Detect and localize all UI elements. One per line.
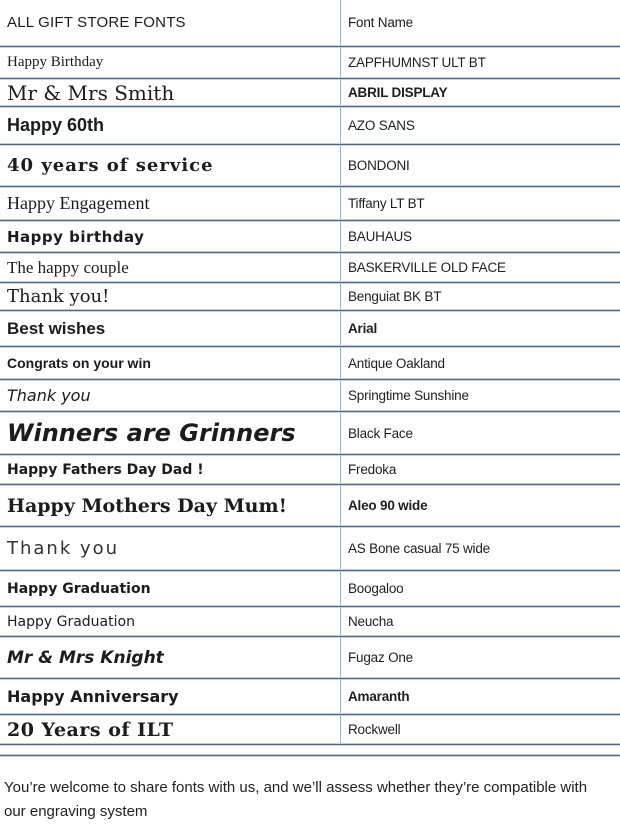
font-name-cell: BONDONI (340, 146, 620, 185)
table-row (0, 381, 620, 410)
table-row (0, 716, 620, 743)
font-sample-cell: Thank you! (7, 286, 110, 307)
font-name-cell: Tiffany LT BT (340, 188, 620, 219)
table-row (0, 222, 620, 251)
font-sample-cell: Happy Anniversary (7, 687, 179, 706)
font-name-cell: Boogaloo (340, 572, 620, 605)
font-sample-cell: Winners are Grinners (7, 419, 296, 447)
font-sample-cell: Best wishes (7, 318, 106, 338)
table-empty-row (0, 746, 620, 754)
font-sample-cell: Happy Graduation (7, 613, 135, 630)
font-sample-cell: Happy Fathers Day Dad ! (7, 461, 204, 478)
table-row (0, 528, 620, 569)
font-sample-cell: The happy couple (7, 257, 129, 277)
font-sample-cell: 20 Years of ILT (7, 718, 174, 741)
table-row (0, 456, 620, 483)
table-header-samples: ALL GIFT STORE FONTS (7, 14, 186, 31)
font-sample-cell: 40 years of service (7, 155, 214, 176)
table-bottom-border (0, 754, 620, 757)
font-name-cell: Amaranth (340, 680, 620, 713)
footer-note: You’re welcome to share fonts with us, and we’ll assess whether they’re compatible with our engraving system (4, 779, 588, 820)
font-name-cell: Rockwell (340, 716, 620, 743)
font-name-cell: Benguiat BK BT (340, 284, 620, 309)
table-row (0, 254, 620, 281)
table-row (0, 348, 620, 378)
table-header-row (0, 0, 620, 45)
table-row (0, 48, 620, 77)
font-sample-cell: Happy Engagement (7, 193, 150, 213)
font-name-cell: Springtime Sunshine (340, 381, 620, 410)
font-sample-cell: Happy 60th (7, 115, 105, 135)
font-name-cell: BASKERVILLE OLD FACE (340, 254, 620, 281)
font-sample-cell: Happy Graduation (7, 580, 151, 597)
table-body (0, 48, 620, 746)
font-name-cell: ZAPFHUMNST ULT BT (340, 48, 620, 77)
table-row (0, 638, 620, 677)
font-name-cell: ABRIL DISPLAY (340, 80, 620, 105)
table-row (0, 413, 620, 453)
table-row (0, 608, 620, 635)
font-name-cell: Black Face (340, 413, 620, 453)
table-row (0, 80, 620, 105)
font-sample-cell: Happy Birthday (7, 54, 104, 70)
font-sample-cell: Mr & Mrs Smith (7, 80, 175, 105)
font-name-cell: Aleo 90 wide (340, 486, 620, 525)
table-row (0, 486, 620, 525)
table-header-font-name: Font Name (340, 0, 620, 45)
font-name-cell: Neucha (340, 608, 620, 635)
font-name-cell: AS Bone casual 75 wide (340, 528, 620, 569)
font-name-cell: Antique Oakland (340, 348, 620, 378)
font-name-cell: BAUHAUS (340, 222, 620, 251)
font-name-cell: Arial (340, 312, 620, 345)
font-sample-cell: Thank you (7, 538, 120, 559)
table-row (0, 284, 620, 309)
font-sample-cell: Thank you (7, 386, 91, 405)
font-sample-cell: Congrats on your win (7, 355, 151, 371)
font-sample-cell: Happy Mothers Day Mum! (7, 494, 287, 517)
font-sample-cell: Mr & Mrs Knight (7, 647, 164, 668)
table-row (0, 572, 620, 605)
table-row (0, 188, 620, 219)
table-row (0, 146, 620, 185)
font-sample-cell: Happy birthday (7, 227, 145, 246)
font-name-cell: AZO SANS (340, 108, 620, 143)
font-name-cell: Fugaz One (340, 638, 620, 677)
table-row (0, 680, 620, 713)
font-name-cell: Fredoka (340, 456, 620, 483)
table-row (0, 108, 620, 143)
table-row (0, 312, 620, 345)
